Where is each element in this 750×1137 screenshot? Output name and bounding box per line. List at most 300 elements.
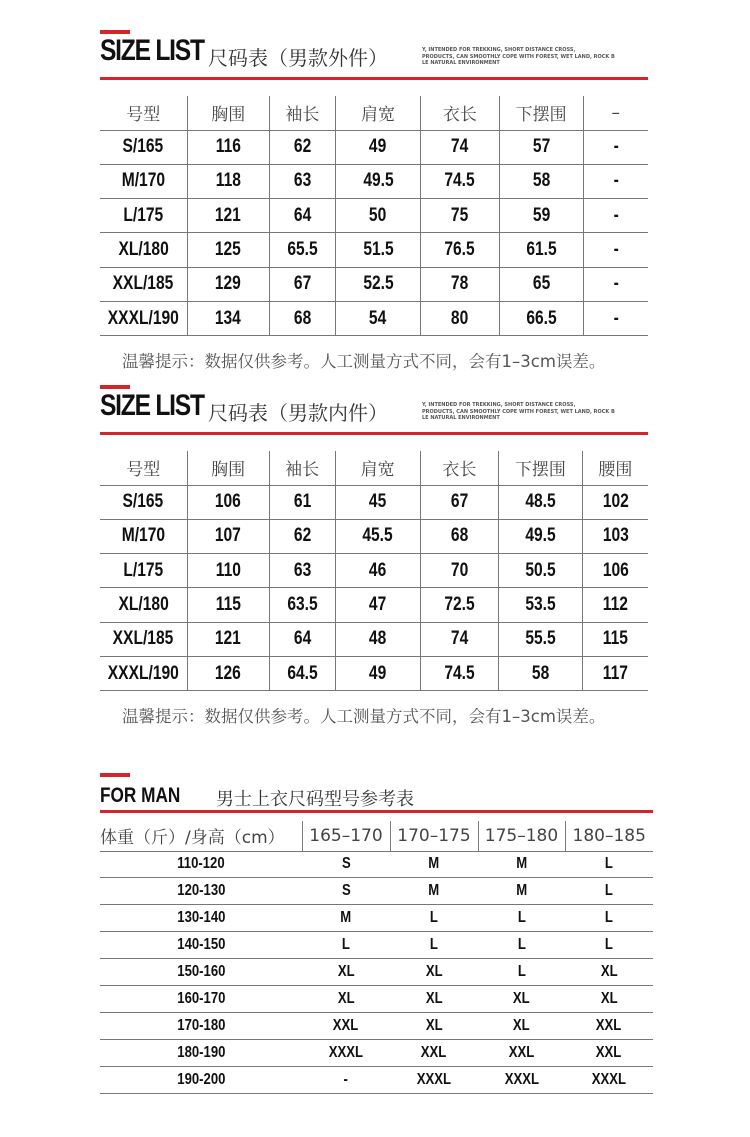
cell-value: XL [425,989,443,1007]
cell-value: 190-200 [176,1070,226,1088]
cell-value: XL [513,1016,530,1034]
cell-value: 48.5 [525,491,556,513]
cell-value: 50.5 [525,559,556,581]
table-cell [302,878,390,905]
table-cell [565,905,653,932]
cell-value: XXXL/190 [107,662,179,684]
table-cell [269,622,335,656]
cell-value: XXL/185 [112,273,174,295]
cell-value: - [613,204,619,226]
table-header-row [100,451,648,485]
table-cell [187,130,269,164]
table-cell [269,301,335,335]
column-header: 肩宽 [335,451,420,485]
table-cell [100,485,187,519]
table-cell [269,588,335,622]
cell-value: L [604,855,614,873]
table-cell [100,622,187,656]
table-cell [302,1012,390,1039]
cell-value: 47 [368,594,387,616]
accent-bar [100,773,130,777]
table-cell [583,164,648,198]
table-cell [421,301,500,335]
cell-value: 52.5 [362,273,394,295]
table-cell [565,1039,653,1066]
table-cell [582,519,648,553]
table-cell [100,1066,302,1093]
cell-value: 46 [368,559,387,581]
table-cell [499,164,583,198]
table-cell [302,905,390,932]
table-cell [100,656,187,690]
table-cell [582,656,648,690]
cell-value: - [343,1070,349,1088]
cell-value: 54 [369,307,387,329]
table-cell [420,519,498,553]
cell-value: 51.5 [362,239,394,261]
cell-value: 55.5 [525,628,556,650]
cell-value: 63.5 [286,594,318,616]
table-cell [421,233,500,267]
cell-value: S [341,855,351,873]
table-cell [565,851,653,878]
cell-value: XL [425,1016,443,1034]
cell-value: XL [513,989,530,1007]
cell-value: 45.5 [362,525,393,547]
cell-value: 121 [215,628,242,650]
table-row [100,622,648,656]
table-cell [390,1066,478,1093]
table-row [100,1012,653,1039]
cell-value: 120-130 [176,882,226,900]
cell-value: 74 [450,628,469,650]
table-cell [335,519,420,553]
table-row [100,485,648,519]
table-cell [565,878,653,905]
cell-value: 110 [215,559,241,581]
cell-value: M [428,855,440,873]
cell-value: - [613,239,619,261]
measurement-note: 温馨提示：数据仅供参考。人工测量方式不同，会有1–3cm误差。 [122,352,606,371]
cell-value: 58 [531,662,550,684]
cell-value: 150-160 [176,963,226,980]
cell-value: 74.5 [444,170,476,192]
table-cell [583,267,648,301]
cell-value: 64.5 [286,662,318,684]
cell-value: - [613,307,619,329]
cell-value: 115 [602,628,628,650]
column-header: 胸围 [187,451,269,485]
table-cell [100,588,187,622]
cell-value: 115 [215,594,241,616]
cell-value: 80 [451,307,469,329]
table-row [100,1066,653,1093]
section-divider [100,810,653,813]
cell-value: 170-180 [176,1016,226,1034]
cell-value: XXL/185 [112,628,174,650]
table-cell [100,301,187,335]
for-man-subtitle: 男士上衣尺码型号参考表 [216,789,414,810]
table-cell [187,588,269,622]
cell-value: 76.5 [444,239,476,261]
cell-value: 110-120 [177,855,225,873]
cell-value: L [604,936,614,954]
cell-value: L [604,882,614,900]
table-cell [499,519,583,553]
table-cell [582,588,648,622]
cell-value: 64 [293,204,312,226]
table-cell [390,851,478,878]
cell-value: 65.5 [287,239,318,261]
table-cell [302,932,390,959]
table-cell [100,878,302,905]
cell-value: 106 [215,491,242,513]
table-cell [269,130,335,164]
cell-value: XL [600,963,618,980]
table-cell [187,233,269,267]
cell-value: 61 [293,491,311,513]
table-cell [100,851,302,878]
cell-value: 112 [602,594,628,616]
size-table-inner [100,451,648,691]
table-cell [499,199,583,233]
table-cell [269,164,335,198]
table-cell [302,985,390,1012]
cell-value: L [341,936,351,954]
section-subtitle: 尺码表（男款外件） [208,46,388,70]
table-cell [335,301,420,335]
table-cell [478,905,565,932]
cell-value: 78 [451,273,469,295]
cell-value: 45 [368,491,387,513]
cell-value: 62 [293,525,311,547]
table-cell [269,485,335,519]
cell-value: XL [337,963,355,980]
cell-value: 68 [293,307,312,329]
cell-value: 64 [293,628,311,650]
cell-value: M [516,855,527,873]
cell-value: L/175 [123,559,164,581]
table-row [100,878,653,905]
table-cell [100,1012,302,1039]
table-cell [100,519,187,553]
table-cell [269,233,335,267]
weight-height-size-table [100,821,653,1094]
size-table-outer [100,96,648,336]
table-cell [100,554,187,588]
table-cell [420,622,498,656]
table-cell [269,199,335,233]
column-header: 腰围 [582,451,648,485]
cell-value: XXXL [504,1070,539,1088]
section-subtitle: 尺码表（男款内件） [208,401,388,425]
table-cell [335,588,420,622]
table-cell [187,164,269,198]
cell-value: 67 [450,491,469,513]
table-cell [100,932,302,959]
cell-value: M/170 [121,170,165,192]
cell-value: L [517,936,526,954]
table-cell [269,554,335,588]
table-header-row [100,821,653,851]
table-row [100,985,653,1012]
table-row [100,932,653,959]
column-header: 170–175 [390,821,478,851]
column-header: 下摆围 [499,451,583,485]
cell-value: XXXL/190 [107,307,179,329]
table-cell [583,233,648,267]
table-row [100,588,648,622]
table-cell [583,301,648,335]
table-cell [420,588,498,622]
cell-value: L [517,963,526,980]
cell-value: 70 [450,559,469,581]
table-cell [390,1012,478,1039]
cell-value: S/165 [122,136,164,158]
cell-value: L/175 [123,204,164,226]
cell-value: 62 [293,136,312,158]
table-cell [390,905,478,932]
cell-value: 121 [215,204,242,226]
section-title: SIZE LIST [100,34,204,67]
cell-value: 180-190 [176,1043,226,1061]
table-cell [335,164,420,198]
cell-value: 68 [450,525,469,547]
cell-value: XXXL [328,1043,364,1061]
cell-value: 59 [532,204,550,226]
cell-value: 134 [215,307,242,329]
column-header: 下摆围 [499,96,583,130]
table-cell [335,199,420,233]
cell-value: 50 [369,204,387,226]
table-cell [100,267,187,301]
cell-value: 125 [215,239,242,261]
table-cell [421,164,500,198]
table-cell [499,301,583,335]
table-cell [335,656,420,690]
cell-value: 49.5 [525,525,556,547]
cell-value: 66.5 [525,307,557,329]
table-cell [390,878,478,905]
table-cell [269,519,335,553]
cell-value: M [340,909,352,927]
table-cell [187,656,269,690]
table-cell [478,985,565,1012]
table-cell [421,199,500,233]
cell-value: 74.5 [444,662,475,684]
table-row [100,905,653,932]
table-cell [302,959,390,986]
cell-value: M [428,882,440,900]
column-header: 体重（斤）/身高（cm） [100,821,302,851]
measurement-note: 温馨提示：数据仅供参考。人工测量方式不同，会有1–3cm误差。 [122,707,606,726]
section-tiny-text: Y, INTENDED FOR TREKKING, SHORT DISTANCE CROSS, PRODUCTS, CAN SMOOTHLY COPE WITH FOREST, WET LAND, ROCK B LE NATURAL ENVIRONMENT [422,402,615,421]
table-cell [335,267,420,301]
table-cell [100,905,302,932]
column-header: 肩宽 [335,96,420,130]
cell-value: 57 [532,136,550,158]
table-row [100,959,653,986]
cell-value: XL/180 [118,239,169,261]
table-row [100,301,648,335]
cell-value: XL/180 [118,594,169,616]
table-cell [302,1066,390,1093]
table-cell [478,851,565,878]
cell-value: 63 [293,559,311,581]
column-header: 165–170 [302,821,390,851]
table-header-row [100,96,648,130]
table-cell [499,554,583,588]
column-header: 175–180 [478,821,565,851]
column-header: 号型 [100,451,187,485]
table-cell [335,554,420,588]
cell-value: M [516,882,527,900]
table-cell [565,1012,653,1039]
table-row [100,267,648,301]
cell-value: XXXL [591,1070,627,1088]
table-cell [499,588,583,622]
cell-value: 107 [215,525,242,547]
table-cell [582,622,648,656]
cell-value: XL [425,963,443,980]
cell-value: 75 [451,204,469,226]
table-row [100,164,648,198]
table-row [100,554,648,588]
cell-value: XXL [333,1016,359,1034]
table-cell [187,622,269,656]
table-cell [187,519,269,553]
table-cell [420,485,498,519]
cell-value: 63 [293,170,312,192]
cell-value: 49 [368,662,387,684]
cell-value: 106 [602,559,629,581]
table-cell [499,656,583,690]
table-cell [187,301,269,335]
table-cell [499,130,583,164]
cell-value: - [613,136,619,158]
column-header: 袖长 [269,96,335,130]
table-cell [302,851,390,878]
table-cell [421,130,500,164]
table-cell [302,1039,390,1066]
section-title: SIZE LIST [100,389,204,422]
cell-value: S/165 [122,491,164,513]
table-cell [420,554,498,588]
table-cell [565,1066,653,1093]
table-cell [478,1039,565,1066]
table-cell [499,267,583,301]
cell-value: - [613,170,619,192]
table-cell [269,267,335,301]
cell-value: XXXL [416,1070,452,1088]
cell-value: 61.5 [525,239,557,261]
table-cell [421,267,500,301]
cell-value: XXL [421,1043,447,1061]
table-cell [390,959,478,986]
table-cell [100,164,187,198]
table-cell [100,199,187,233]
table-cell [583,199,648,233]
table-cell [335,233,420,267]
cell-value: 160-170 [176,989,226,1007]
column-header: 胸围 [187,96,269,130]
cell-value: 65 [532,273,550,295]
table-cell [187,554,269,588]
cell-value: 140-150 [176,936,226,954]
column-header: – [583,96,648,130]
cell-value: 72.5 [444,594,475,616]
table-row [100,1039,653,1066]
column-header: 衣长 [421,96,500,130]
table-row [100,130,648,164]
table-row [100,656,648,690]
cell-value: 116 [215,136,241,158]
cell-value: L [429,936,439,954]
table-cell [335,485,420,519]
cell-value: 102 [602,491,629,513]
table-row [100,851,653,878]
table-cell [565,985,653,1012]
cell-value: 53.5 [525,594,556,616]
table-cell [499,485,583,519]
cell-value: 49.5 [362,170,394,192]
table-cell [478,1066,565,1093]
table-cell [478,959,565,986]
column-header: 号型 [100,96,187,130]
cell-value: XL [337,989,355,1007]
column-header: 衣长 [420,451,498,485]
cell-value: 67 [293,273,312,295]
table-cell [187,199,269,233]
table-cell [565,959,653,986]
table-cell [100,130,187,164]
cell-value: XXL [596,1043,622,1061]
table-cell [100,985,302,1012]
cell-value: M/170 [121,525,165,547]
cell-value: 103 [602,525,629,547]
cell-value: XXL [508,1043,535,1061]
table-cell [582,554,648,588]
section-tiny-text: Y, INTENDED FOR TREKKING, SHORT DISTANCE CROSS, PRODUCTS, CAN SMOOTHLY COPE WITH FOREST, WET LAND, ROCK B LE NATURAL ENVIRONMENT [422,47,615,66]
table-cell [100,1039,302,1066]
cell-value: 49 [369,136,387,158]
cell-value: L [429,909,439,927]
cell-value: S [341,882,351,900]
for-man-title: FOR MAN [100,784,181,807]
table-cell [420,656,498,690]
cell-value: 126 [215,662,242,684]
table-cell [390,1039,478,1066]
table-cell [582,485,648,519]
cell-value: 117 [602,662,628,684]
table-cell [565,932,653,959]
table-cell [335,130,420,164]
cell-value: 74 [451,136,469,158]
table-cell [100,233,187,267]
table-cell [478,1012,565,1039]
column-header: 180–185 [565,821,653,851]
table-cell [499,233,583,267]
cell-value: L [604,909,614,927]
section-divider [100,77,648,80]
cell-value: 48 [368,628,387,650]
cell-value: - [613,273,619,295]
table-cell [478,878,565,905]
table-row [100,519,648,553]
table-cell [187,267,269,301]
table-cell [269,656,335,690]
table-cell [390,932,478,959]
